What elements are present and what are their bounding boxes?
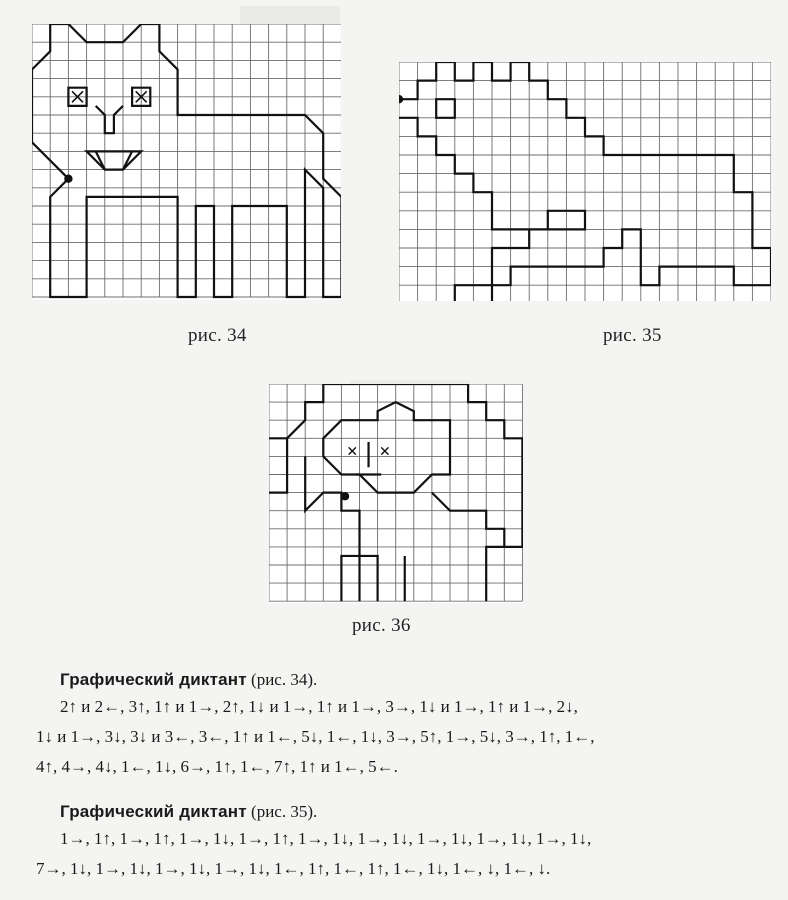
eye-cross-right	[381, 447, 388, 454]
face-outline	[323, 402, 450, 493]
eye-box	[436, 99, 455, 118]
dictation-heading	[36, 668, 778, 692]
dictation-line: 4↑, 4→, 4↓, 1←, 1↓, 6→, 1↑, 1←, 7↑, 1↑ и 1←, 5←.	[36, 757, 398, 776]
dictation-line: 1↓ и 1→, 3↓, 3↓ и 3←, 3←, 1↑ и 1←, 5↓, 1←, 1↓, 3→, 5↑, 1→, 5↓, 3→, 1↑, 1←,	[36, 727, 595, 746]
nose-shape	[96, 106, 123, 133]
figure-34	[32, 24, 341, 300]
dictation-heading	[36, 800, 778, 824]
caption-fig-35: рис. 35	[603, 325, 662, 346]
figure-36-grid	[269, 384, 523, 603]
dictation-line: 1→, 1↑, 1→, 1↑, 1→, 1↓, 1→, 1↑, 1→, 1↓, 1→, 1↓, 1→, 1↓, 1→, 1↓, 1→, 1↓,	[60, 829, 592, 848]
figure-35	[399, 62, 771, 301]
caption-fig-34: рис. 34	[188, 325, 247, 346]
mane-left-notch	[269, 438, 287, 492]
dictation-fig-35	[36, 800, 778, 884]
figure-34-outline	[32, 24, 341, 297]
dictation-title: Графический диктант	[60, 670, 247, 689]
dictation-line: 2↑ и 2←, 3↑, 1↑ и 1→, 2↑, 1↓ и 1→, 1↑ и 1→, 3→, 1↓ и 1→, 1↑ и 1→, 2↓,	[60, 697, 578, 716]
eye-cross-left	[349, 447, 356, 454]
mouth-shape	[87, 151, 142, 169]
start-point-dot	[64, 175, 72, 183]
dictation-line: 7→, 1↓, 1→, 1↓, 1→, 1↓, 1→, 1↓, 1←, 1↑, 1←, 1↑, 1←, 1↓, 1←, ↓, 1←, ↓.	[36, 859, 551, 878]
caption-fig-36: рис. 36	[352, 615, 411, 636]
dictation-figure-ref: (рис. 34).	[246, 670, 318, 689]
start-point-dot	[399, 95, 403, 103]
start-point-dot	[341, 492, 349, 500]
figure-34-grid	[32, 24, 341, 300]
figure-36	[269, 384, 523, 603]
dictation-title: Графический диктант	[60, 802, 247, 821]
dictation-figure-ref: (рис. 35).	[246, 802, 318, 821]
figure-35-grid	[399, 62, 771, 301]
dictation-fig-34	[36, 668, 778, 782]
